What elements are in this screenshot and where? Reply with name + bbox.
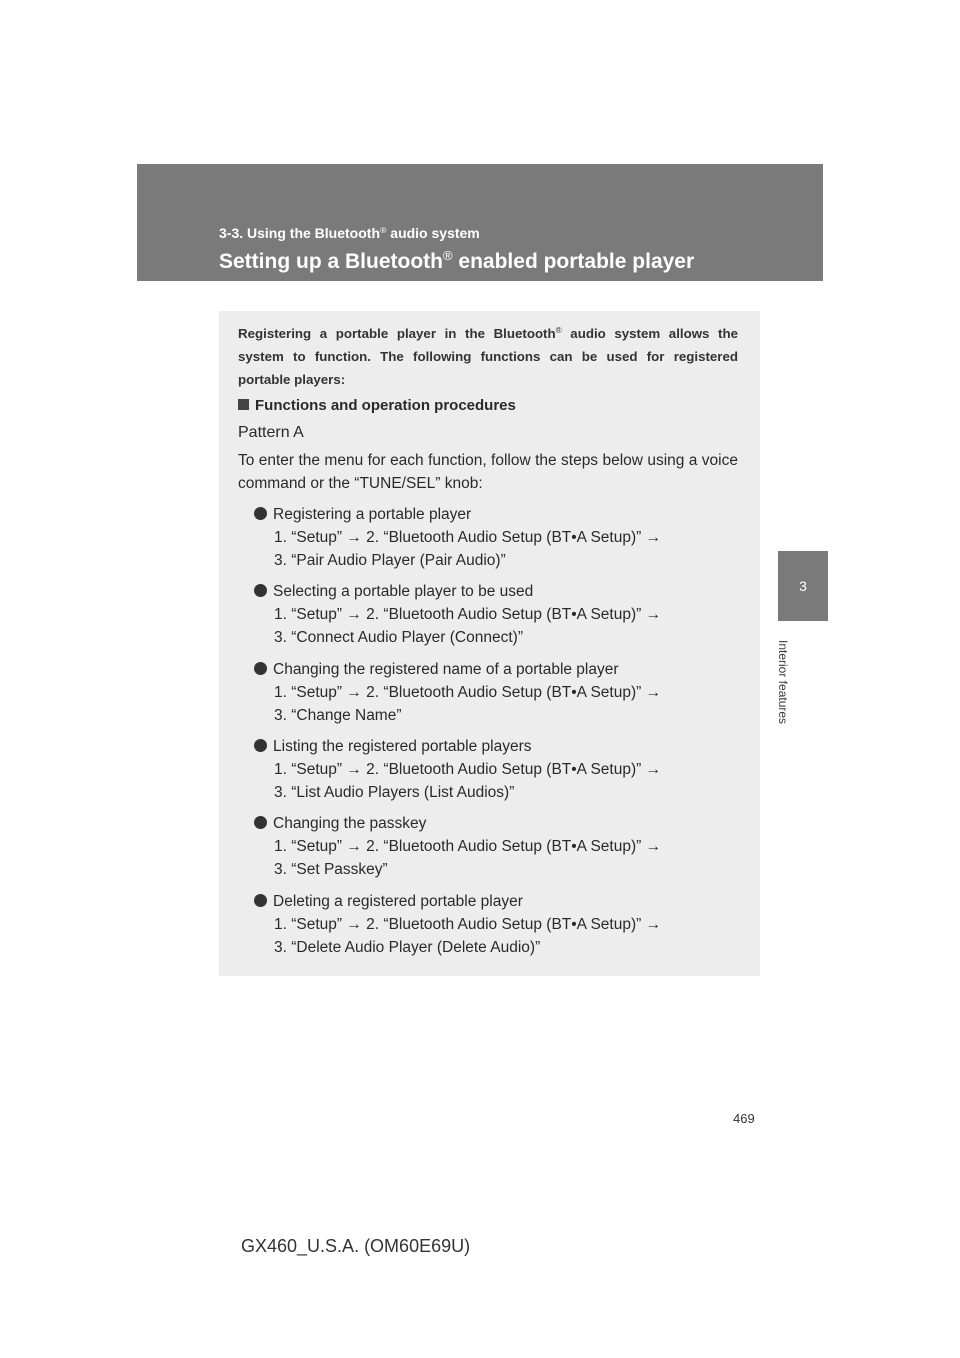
pattern-description: To enter the menu for each function, follow the steps below using a voice command or the “TUNE/SEL” knob: bbox=[238, 452, 738, 492]
chapter-number: 3 bbox=[799, 578, 807, 594]
chapter-label: Interior features bbox=[776, 640, 790, 725]
bullet-icon bbox=[254, 739, 267, 752]
section-label: 3-3. Using the Bluetooth® audio system bbox=[219, 225, 480, 242]
page-number: 469 bbox=[733, 1111, 755, 1126]
square-bullet-icon bbox=[238, 399, 249, 410]
bullet-icon bbox=[254, 507, 267, 520]
chapter-tab bbox=[778, 551, 828, 621]
document-code: GX460_U.S.A. (OM60E69U) bbox=[241, 1236, 471, 1256]
list-item: Changing the registered name of a portable player 1. “Setup” → 2. “Bluetooth Audio Setup (BT•A Setup)” → 3. “Change Name” bbox=[254, 658, 724, 727]
pattern-label: Pattern A bbox=[238, 424, 304, 441]
list-item: Changing the passkey 1. “Setup” → 2. “Bluetooth Audio Setup (BT•A Setup)” → 3. “Set Passkey” bbox=[254, 812, 724, 881]
list-item: Listing the registered portable players 1. “Setup” → 2. “Bluetooth Audio Setup (BT•A Setup)” → 3. “List Audio Players (List Audios)” bbox=[254, 735, 724, 804]
page-title: Setting up a Bluetooth® enabled portable player bbox=[219, 248, 695, 273]
sub-heading: Functions and operation procedures bbox=[238, 397, 516, 414]
bullet-icon bbox=[254, 894, 267, 907]
list-item: Registering a portable player 1. “Setup” → 2. “Bluetooth Audio Setup (BT•A Setup)” → 3. “Pair Audio Player (Pair Audio)” bbox=[254, 503, 724, 572]
list-item: Deleting a registered portable player 1. “Setup” → 2. “Bluetooth Audio Setup (BT•A Setup)” → 3. “Delete Audio Player (Delete Audio)” bbox=[254, 890, 724, 959]
bullet-icon bbox=[254, 816, 267, 829]
list-item: Selecting a portable player to be used 1. “Setup” → 2. “Bluetooth Audio Setup (BT•A Setup)” → 3. “Connect Audio Player (Connect)” bbox=[254, 580, 724, 649]
intro-text: Registering a portable player in the Bluetooth® audio system allows the system to function. The following functions can be used for registered portable players: bbox=[238, 325, 739, 387]
bullet-icon bbox=[254, 584, 267, 597]
bullet-icon bbox=[254, 662, 267, 675]
